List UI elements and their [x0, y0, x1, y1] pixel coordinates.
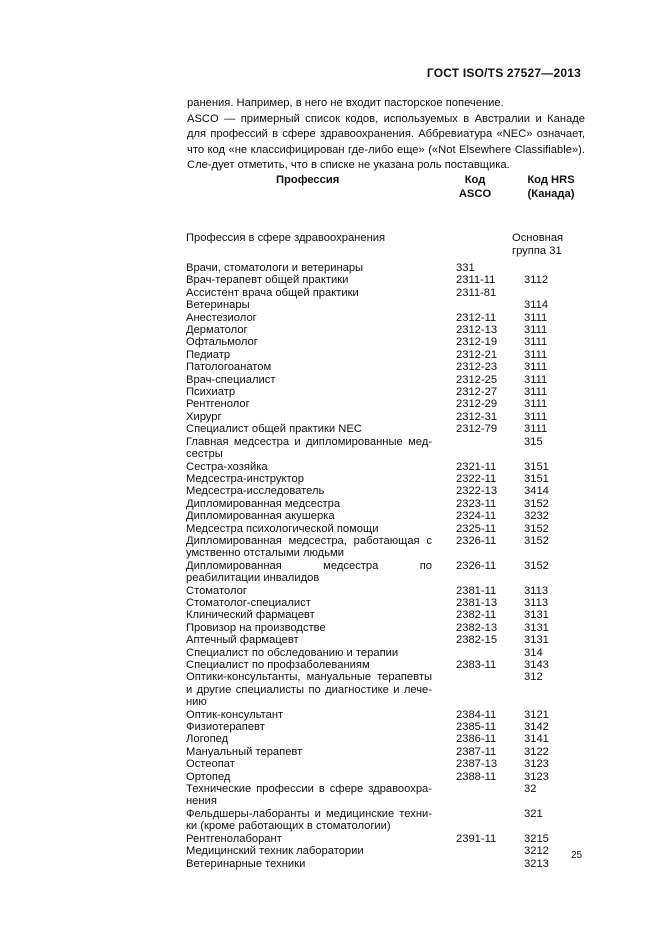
- table-row: [186, 597, 586, 609]
- profession-cell: Сестра-хозяйка: [186, 460, 268, 473]
- profession-cell: Главная медсестра и дипломированные мед-сестры: [186, 435, 432, 461]
- asco-code-cell: 2391-11: [456, 832, 497, 845]
- asco-code-cell: [432, 858, 514, 870]
- hrs-code-cell: 3111: [524, 336, 548, 349]
- table-row: [186, 498, 586, 510]
- profession-cell: Дерматолог: [186, 324, 248, 337]
- table-row: [186, 336, 586, 348]
- hrs-code-cell: 3212: [524, 845, 549, 858]
- table-row: [186, 411, 586, 423]
- profession-cell: Аптечный фармацевт: [186, 634, 299, 647]
- profession-cell: Ортопед: [186, 770, 231, 783]
- hrs-code-cell: 3112: [524, 274, 549, 287]
- hrs-code-cell: 3113: [524, 596, 549, 609]
- table-row: [186, 585, 586, 597]
- profession-cell: Логопед: [186, 733, 229, 746]
- hrs-code-cell: 3151: [524, 472, 549, 485]
- asco-code-cell: 2326-11: [456, 559, 497, 572]
- table-row: [186, 423, 586, 435]
- hrs-code-cell: 3142: [524, 721, 549, 734]
- table-row: [186, 361, 586, 373]
- asco-code-cell: 2322-11: [456, 472, 497, 485]
- profession-cell: Дипломированная медсестра: [186, 497, 341, 510]
- table-row: [186, 485, 586, 497]
- table-row: [186, 473, 586, 485]
- asco-code-cell: [432, 299, 514, 311]
- asco-code-cell: 2388-11: [456, 770, 497, 783]
- profession-cell: Профессия в сфере здравоохранения: [186, 232, 386, 244]
- intro-line: ранения. Например, в него не входит пасторское попечение.: [187, 97, 504, 109]
- profession-cell: Медицинский техник лаборатории: [186, 845, 364, 858]
- asco-code-cell: 2324-11: [456, 510, 497, 523]
- hrs-code-cell: 3131: [524, 634, 549, 647]
- hrs-code-cell: 3232: [524, 510, 549, 523]
- hrs-code-cell: 321: [524, 807, 543, 820]
- profession-cell: Ветеринарные техники: [186, 857, 306, 870]
- hrs-code-cell: 3111: [524, 373, 548, 386]
- asco-code-cell: 2383-11: [456, 659, 497, 671]
- hrs-code-cell: 3114: [524, 299, 549, 312]
- profession-cell: Фельдшеры-лаборанты и медицинские техни-ки (кроме работающих в стоматологии): [186, 807, 432, 833]
- asco-code-cell: 2385-11: [456, 721, 497, 734]
- table-row: [186, 733, 586, 745]
- table-row: [186, 374, 586, 386]
- hrs-code-cell: [514, 262, 586, 274]
- asco-code-cell: 2381-13: [456, 596, 498, 609]
- hrs-code-cell: 3111: [524, 423, 548, 436]
- hrs-code-cell: 3414: [524, 485, 549, 498]
- hrs-code-cell: 3131: [524, 621, 549, 634]
- table-row: [186, 232, 586, 258]
- table-row: [186, 349, 586, 361]
- table-row: [186, 535, 586, 560]
- profession-cell: Ветеринары: [186, 299, 250, 312]
- asco-code-cell: 2312-13: [456, 324, 498, 337]
- asco-code-cell: 2326-11: [456, 534, 497, 547]
- table-row: [186, 299, 586, 311]
- asco-code-cell: [432, 232, 514, 258]
- profession-cell: Дипломированная медсестра по реабилитации инвалидов: [186, 559, 432, 585]
- profession-cell: Врач-терапевт общей практики: [186, 274, 349, 287]
- hrs-code-cell: 3152: [524, 559, 549, 572]
- profession-cell: Специалист по профзаболеваниям: [186, 659, 370, 671]
- hrs-code-cell: 3111: [524, 410, 548, 423]
- hrs-code-cell: 3152: [524, 522, 549, 535]
- asco-code-cell: 2311-11: [456, 274, 496, 287]
- profession-cell: Медсестра-исследователь: [186, 485, 325, 498]
- asco-code-cell: [432, 845, 514, 857]
- asco-code-cell: [432, 647, 514, 659]
- hrs-code-cell: 3113: [524, 584, 549, 597]
- asco-code-cell: [432, 436, 514, 461]
- profession-cell: Оптики-консультанты, мануальные терапевты и другие специалисты по диагностике и лече-нию: [186, 671, 432, 709]
- table-row: [186, 709, 586, 721]
- hrs-code-cell: 3215: [524, 832, 549, 845]
- table-row: [186, 647, 586, 659]
- header-profession: Профессия: [276, 174, 340, 186]
- table-row: [186, 262, 586, 274]
- profession-cell: Специалист по обследованию и терапии: [186, 646, 399, 659]
- asco-code-cell: 2322-13: [456, 485, 498, 498]
- asco-code-cell: 2387-13: [456, 758, 498, 771]
- profession-cell: Провизор на производстве: [186, 621, 326, 634]
- hrs-code-cell: 3151: [524, 460, 549, 473]
- hrs-code-cell: 3122: [524, 745, 549, 758]
- table-row: [186, 436, 586, 461]
- table-row: [186, 622, 586, 634]
- hrs-code-cell: 3123: [524, 770, 549, 783]
- hrs-code-cell: 3111: [524, 311, 548, 324]
- table-row: [186, 771, 586, 783]
- asco-code-cell: 2323-11: [456, 497, 497, 510]
- profession-cell: Дипломированная медсестра, работающая с умственно отсталыми людьми: [186, 534, 432, 560]
- intro-paragraph: ASCO — примерный список кодов, используемых в Австралии и Канаде для профессий в сфере здравоохранения. Аббревиатура «NEC» означает, что код «не классифицирован где-либо еще» («Not Elsewhere Classifiable»). Сле-дует отметить, что в списке не указана роль поставщика.: [187, 112, 585, 172]
- profession-cell: Хирург: [186, 410, 222, 423]
- asco-code-cell: 2312-79: [456, 423, 498, 436]
- profession-cell: Врач-специалист: [186, 373, 276, 386]
- hrs-code-cell: 3152: [524, 534, 549, 547]
- hrs-code-cell: 3121: [524, 708, 549, 721]
- asco-code-cell: 2312-11: [456, 311, 497, 324]
- intro-text: [187, 96, 585, 174]
- hrs-code-cell: 314: [524, 646, 543, 659]
- table-row: [186, 783, 586, 808]
- asco-code-cell: 331: [456, 262, 475, 274]
- table-row: [186, 609, 586, 621]
- asco-code-cell: 2321-11: [456, 460, 497, 473]
- profession-cell: Ассистент врача общей практики: [186, 286, 359, 299]
- table-row: [186, 523, 586, 535]
- table-row: [186, 845, 586, 857]
- profession-cell: Медсестра-инструктор: [186, 472, 304, 485]
- hrs-code-cell: 3123: [524, 758, 549, 771]
- table-row: [186, 746, 586, 758]
- table-row: [186, 312, 586, 324]
- asco-code-cell: 2312-19: [456, 336, 498, 349]
- table-row: [186, 287, 586, 299]
- hrs-code-cell: 3213: [524, 857, 549, 870]
- profession-cell: Остеопат: [186, 758, 235, 771]
- hrs-code-cell: 3141: [524, 733, 549, 746]
- table-row: [186, 833, 586, 845]
- table-row: [186, 758, 586, 770]
- asco-code-cell: 2384-11: [456, 708, 497, 721]
- profession-cell: Стоматолог-специалист: [186, 596, 311, 609]
- profession-cell: Патологоанатом: [186, 361, 272, 374]
- profession-cell: Мануальный терапевт: [186, 745, 303, 758]
- profession-cell: Оптик-консультант: [186, 708, 284, 721]
- asco-code-cell: 2312-29: [456, 398, 498, 411]
- profession-cell: Анестезиолог: [186, 311, 257, 324]
- table-row: [186, 808, 586, 833]
- table-row: [186, 659, 586, 671]
- asco-code-cell: [432, 671, 514, 708]
- hrs-code-cell: 3111: [524, 398, 548, 411]
- page-number: 25: [571, 850, 583, 861]
- profession-cell: Медсестра психологической помощи: [186, 522, 379, 535]
- profession-cell: Педиатр: [186, 348, 231, 361]
- hrs-code-cell: 312: [524, 671, 543, 684]
- table-row: [186, 510, 586, 522]
- profession-cell: Врачи, стоматологи и ветеринары: [186, 262, 364, 274]
- header-asco-code: Код ASCO: [458, 174, 492, 200]
- asco-code-cell: 2386-11: [456, 733, 497, 746]
- profession-cell: Рентгенолаборант: [186, 832, 282, 845]
- profession-cell: Рентгенолог: [186, 398, 250, 411]
- hrs-code-cell: 3111: [524, 324, 548, 337]
- asco-code-cell: 2381-11: [456, 584, 497, 597]
- table-row: [186, 634, 586, 646]
- asco-code-cell: 2382-11: [456, 609, 497, 622]
- asco-code-cell: 2387-11: [456, 745, 497, 758]
- table-row: [186, 274, 586, 286]
- hrs-code-cell: 3111: [524, 361, 548, 374]
- profession-cell: Специалист общей практики NEC: [186, 423, 362, 436]
- table-row: [186, 398, 586, 410]
- table-row: [186, 721, 586, 733]
- table-header: [0, 174, 661, 204]
- profession-cell: Физиотерапевт: [186, 721, 265, 734]
- hrs-code-cell: 3111: [524, 386, 548, 399]
- asco-code-cell: 2325-11: [456, 522, 497, 535]
- table-row: [186, 461, 586, 473]
- asco-code-cell: 2312-31: [456, 410, 498, 423]
- asco-code-cell: 2312-25: [456, 373, 498, 386]
- hrs-code-cell: Основная группа 31: [512, 232, 564, 257]
- asco-code-cell: 2312-21: [456, 348, 498, 361]
- hrs-code-cell: 3131: [524, 609, 549, 622]
- table-row: [186, 386, 586, 398]
- asco-code-cell: 2311-81: [456, 286, 497, 299]
- asco-code-cell: 2382-13: [456, 621, 498, 634]
- document-header: ГОСТ ISO/TS 27527—2013: [426, 66, 581, 80]
- profession-cell: Технические профессии в сфере здравоохра-нения: [186, 783, 432, 808]
- asco-code-cell: [432, 808, 514, 833]
- profession-table: [186, 232, 586, 870]
- table-row: [186, 324, 586, 336]
- table-row: [186, 560, 586, 585]
- profession-cell: Клинический фармацевт: [186, 609, 315, 622]
- asco-code-cell: 2312-23: [456, 361, 498, 374]
- profession-cell: Офтальмолог: [186, 336, 258, 349]
- table-row: [186, 858, 586, 870]
- asco-code-cell: [432, 783, 514, 808]
- profession-cell: Психиатр: [186, 386, 236, 399]
- hrs-code-cell: 3143: [524, 659, 549, 671]
- profession-cell: Дипломированная акушерка: [186, 510, 335, 523]
- header-hrs-code: Код HRS (Канада): [527, 174, 575, 200]
- table-row: [186, 671, 586, 708]
- hrs-code-cell: 32: [524, 783, 537, 796]
- profession-cell: Стоматолог: [186, 584, 247, 597]
- asco-code-cell: 2382-15: [456, 634, 498, 647]
- hrs-code-cell: 315: [524, 435, 543, 448]
- asco-code-cell: 2312-27: [456, 386, 498, 399]
- hrs-code-cell: [514, 287, 586, 299]
- hrs-code-cell: 3111: [524, 348, 548, 361]
- hrs-code-cell: 3152: [524, 497, 549, 510]
